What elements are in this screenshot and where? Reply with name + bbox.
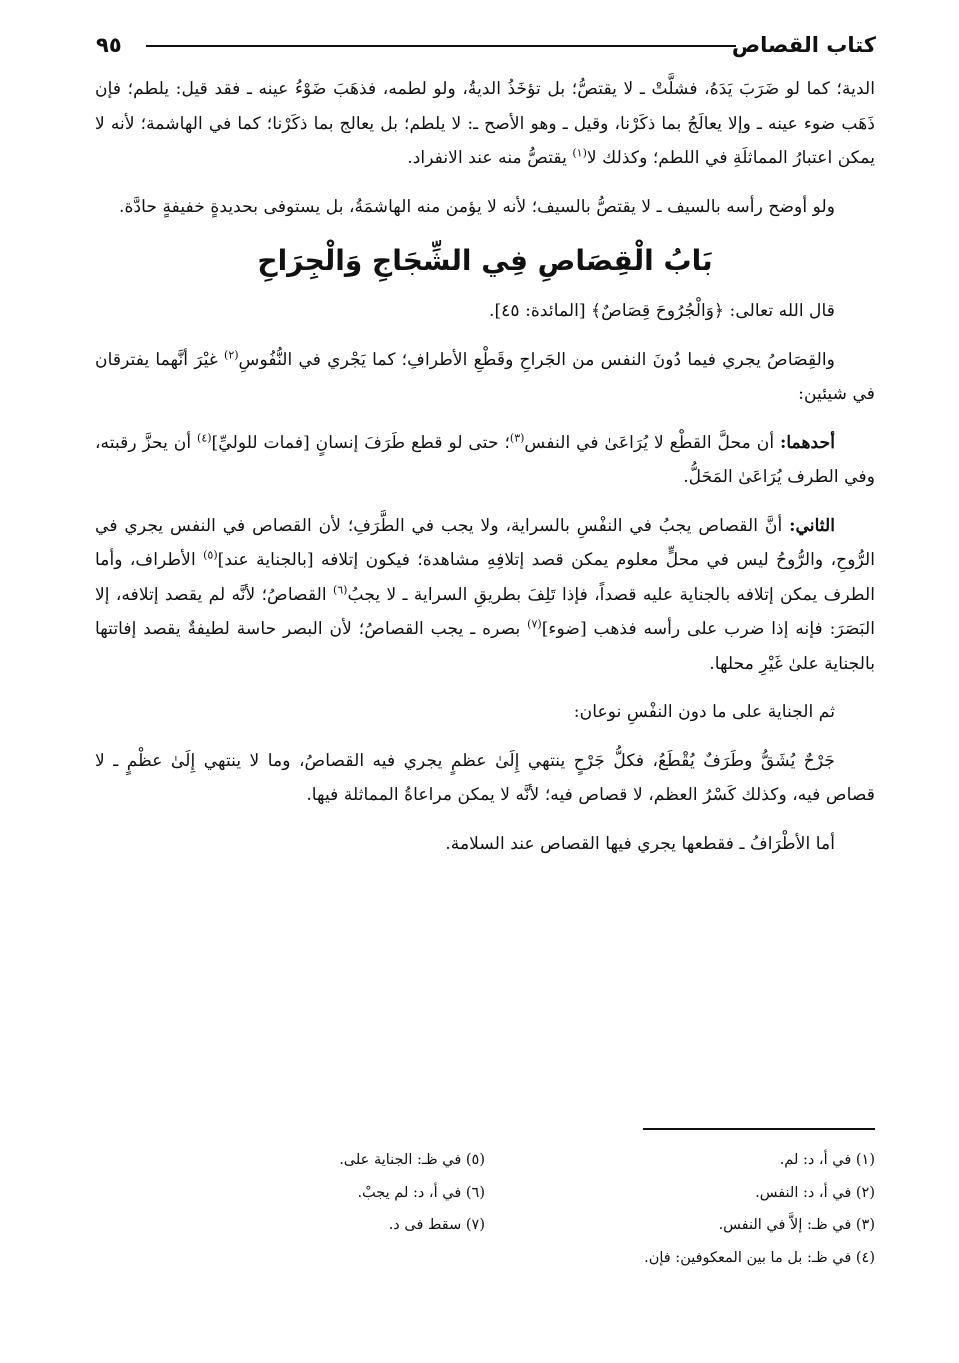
paragraph-text: أن يحزَّ رقبته، وفي الطرف يُرَاعَىٰ المَحَلُّ. [95,432,875,487]
page-number: ٩٥ [96,33,122,57]
header-rule [146,45,736,47]
chapter-heading: بَابُ الْقِصَاصِ فِي الشِّجَاجِ وَالْجِرَاحِ [257,244,713,277]
paragraph-intro [95,343,875,412]
footnotes-column-left [185,1144,485,1242]
main-text [95,72,875,875]
paragraph-lead: أحدهما: [779,432,835,453]
footnote-item: (٤) في ظـ: بل ما بين المعكوفين: فإن. [644,1249,875,1266]
paragraph-types-intro: ثم الجناية على ما دون النفْسِ نوعان: [573,702,835,722]
footnote-ref-7: (٧) [527,617,542,631]
paragraph-text: غيْرَ أنَّهما يفترقان في شيئين: [95,349,875,404]
paragraph-text: القصاصُ؛ لأنَّه لم يقصد إتلافه، إلا البَصَرَ: فإنه إذا ضرب على رأسه فذهب [ضوء] [95,584,875,639]
paragraph-text: يقتصُّ منه عند الانفراد. [407,148,573,168]
footnote-ref-4: (٤) [197,430,212,444]
paragraph-first [95,426,875,495]
footnote-ref-5: (٥) [203,548,218,562]
paragraph-limbs: أما الأطْرَافُ ـ فقطعها يجري فيها القصاص عند السلامة. [445,833,835,854]
footnotes-column-right [575,1144,875,1274]
footnote-item: (٦) في أ، د: لم يجبْ. [357,1184,485,1201]
paragraph-second [95,509,875,682]
footnote-item: (٧) سقط فى د. [388,1217,485,1233]
paragraph-text: بصره ـ يجب القصاصُ؛ لأن البصر حاسة لطيفةٌ يقصد إفاتتها بالجناية علىٰ غَيْرِ محلها. [95,619,875,674]
footnote-item: (٣) في ظـ: إلاَّ في النفس. [718,1217,875,1233]
paragraph-text: الأطراف، وأما الطرف يمكن إتلافه بالجناية عليه قصداً، فإذا تَلِفَ بطريقِ السراية ـ لا يجبُ [95,550,875,605]
paragraph-text: والقِصَاصُ يجري فيما دُونَ النفس من الجَراحِ وقَطْعِ الأطرافِ؛ كما يَجْري في النُّفُوسِ [238,349,835,370]
footnote-ref-6: (٦) [332,582,348,596]
paragraph-types: جَرْحٌ يُشَقُّ وطَرَفٌ يُقْطَعُ، فكلُّ جَرْحٍ ينتهي إِلَىٰ عظمٍ يجري فيه القصاصُ، وما لا ينتهي إِلَىٰ عظْمٍ ـ لا قصاص فيه، وكذلك كَسْرُ العظم، لا قصاص فيه؛ لأنَّه لا يمكن مراعاةُ المماثلة فيها. [95,750,875,805]
footnote-ref-3: (٣) [509,430,525,444]
paragraph-lead: الثاني: [789,515,835,536]
footnote-ref-2: (٢) [224,347,239,361]
running-title: كتاب القصاص [731,33,876,57]
running-header [96,30,876,64]
footnote-ref-1: (١) [572,146,587,160]
paragraph-text: أنَّ القصاص يجبُ في النفْسِ بالسراية، ولا يجب في الطَّرَفِ؛ لأن القصاص في النفس يجري في الرُّوحِ، والرُّوحُ ليس في محلٍّ معلوم يمكن قصد إتلافِهِ مشاهدة؛ فيكون إتلافه [بالجناية عند] [95,515,876,570]
paragraph-text: الدية؛ كما لو ضَرَبَ يَدَهُ، فشلَّتْ ـ لا يقتصُّ؛ بل تؤخَذُ الديةُ، ولو لطمه، فذهَبَ ضَوْءُ عينه ـ فقد قيل: يلطم؛ فإن ذَهَب ضوء عينه ـ وإلا يعالَجُ بما ذكَرْنا، وقيل ـ وهو الأصح ـ: لا يلطم؛ بل يعالج بما ذكَرْنا؛ كما في الهاشمة؛ لأنه لا يمكن اعتبارُ المماثلَةِ في اللطم؛ وكذلك لا [95,79,875,168]
paragraph-sword: ولو أوضح رأسه بالسيف ـ لا يقتصُّ بالسيف؛ لأنه لا يؤمن منه الهاشمَةُ، بل يستوفى بحديدةٍ خفيفةٍ حادَّة. [119,196,835,217]
paragraph-text: ؛ حتى لو قطع طَرَفَ إنسانٍ [فمات للوليِّ] [211,432,510,453]
paragraph-continuation [95,72,875,176]
footnote-item: (٢) في أ، د: النفس. [755,1184,875,1201]
quran-citation: قال الله تعالى: ﴿وَالْجُرُوحَ قِصَاصٌ﴾ [المائدة: ٤٥]. [489,301,835,321]
footnote-rule [643,1128,875,1130]
paragraph-text: أن محلَّ القطْع لا يُرَاعَىٰ في النفس [524,432,780,453]
footnote-item: (١) في أ، د: لم. [779,1152,875,1168]
footnote-item: (٥) في ظـ: الجناية على. [339,1152,485,1168]
